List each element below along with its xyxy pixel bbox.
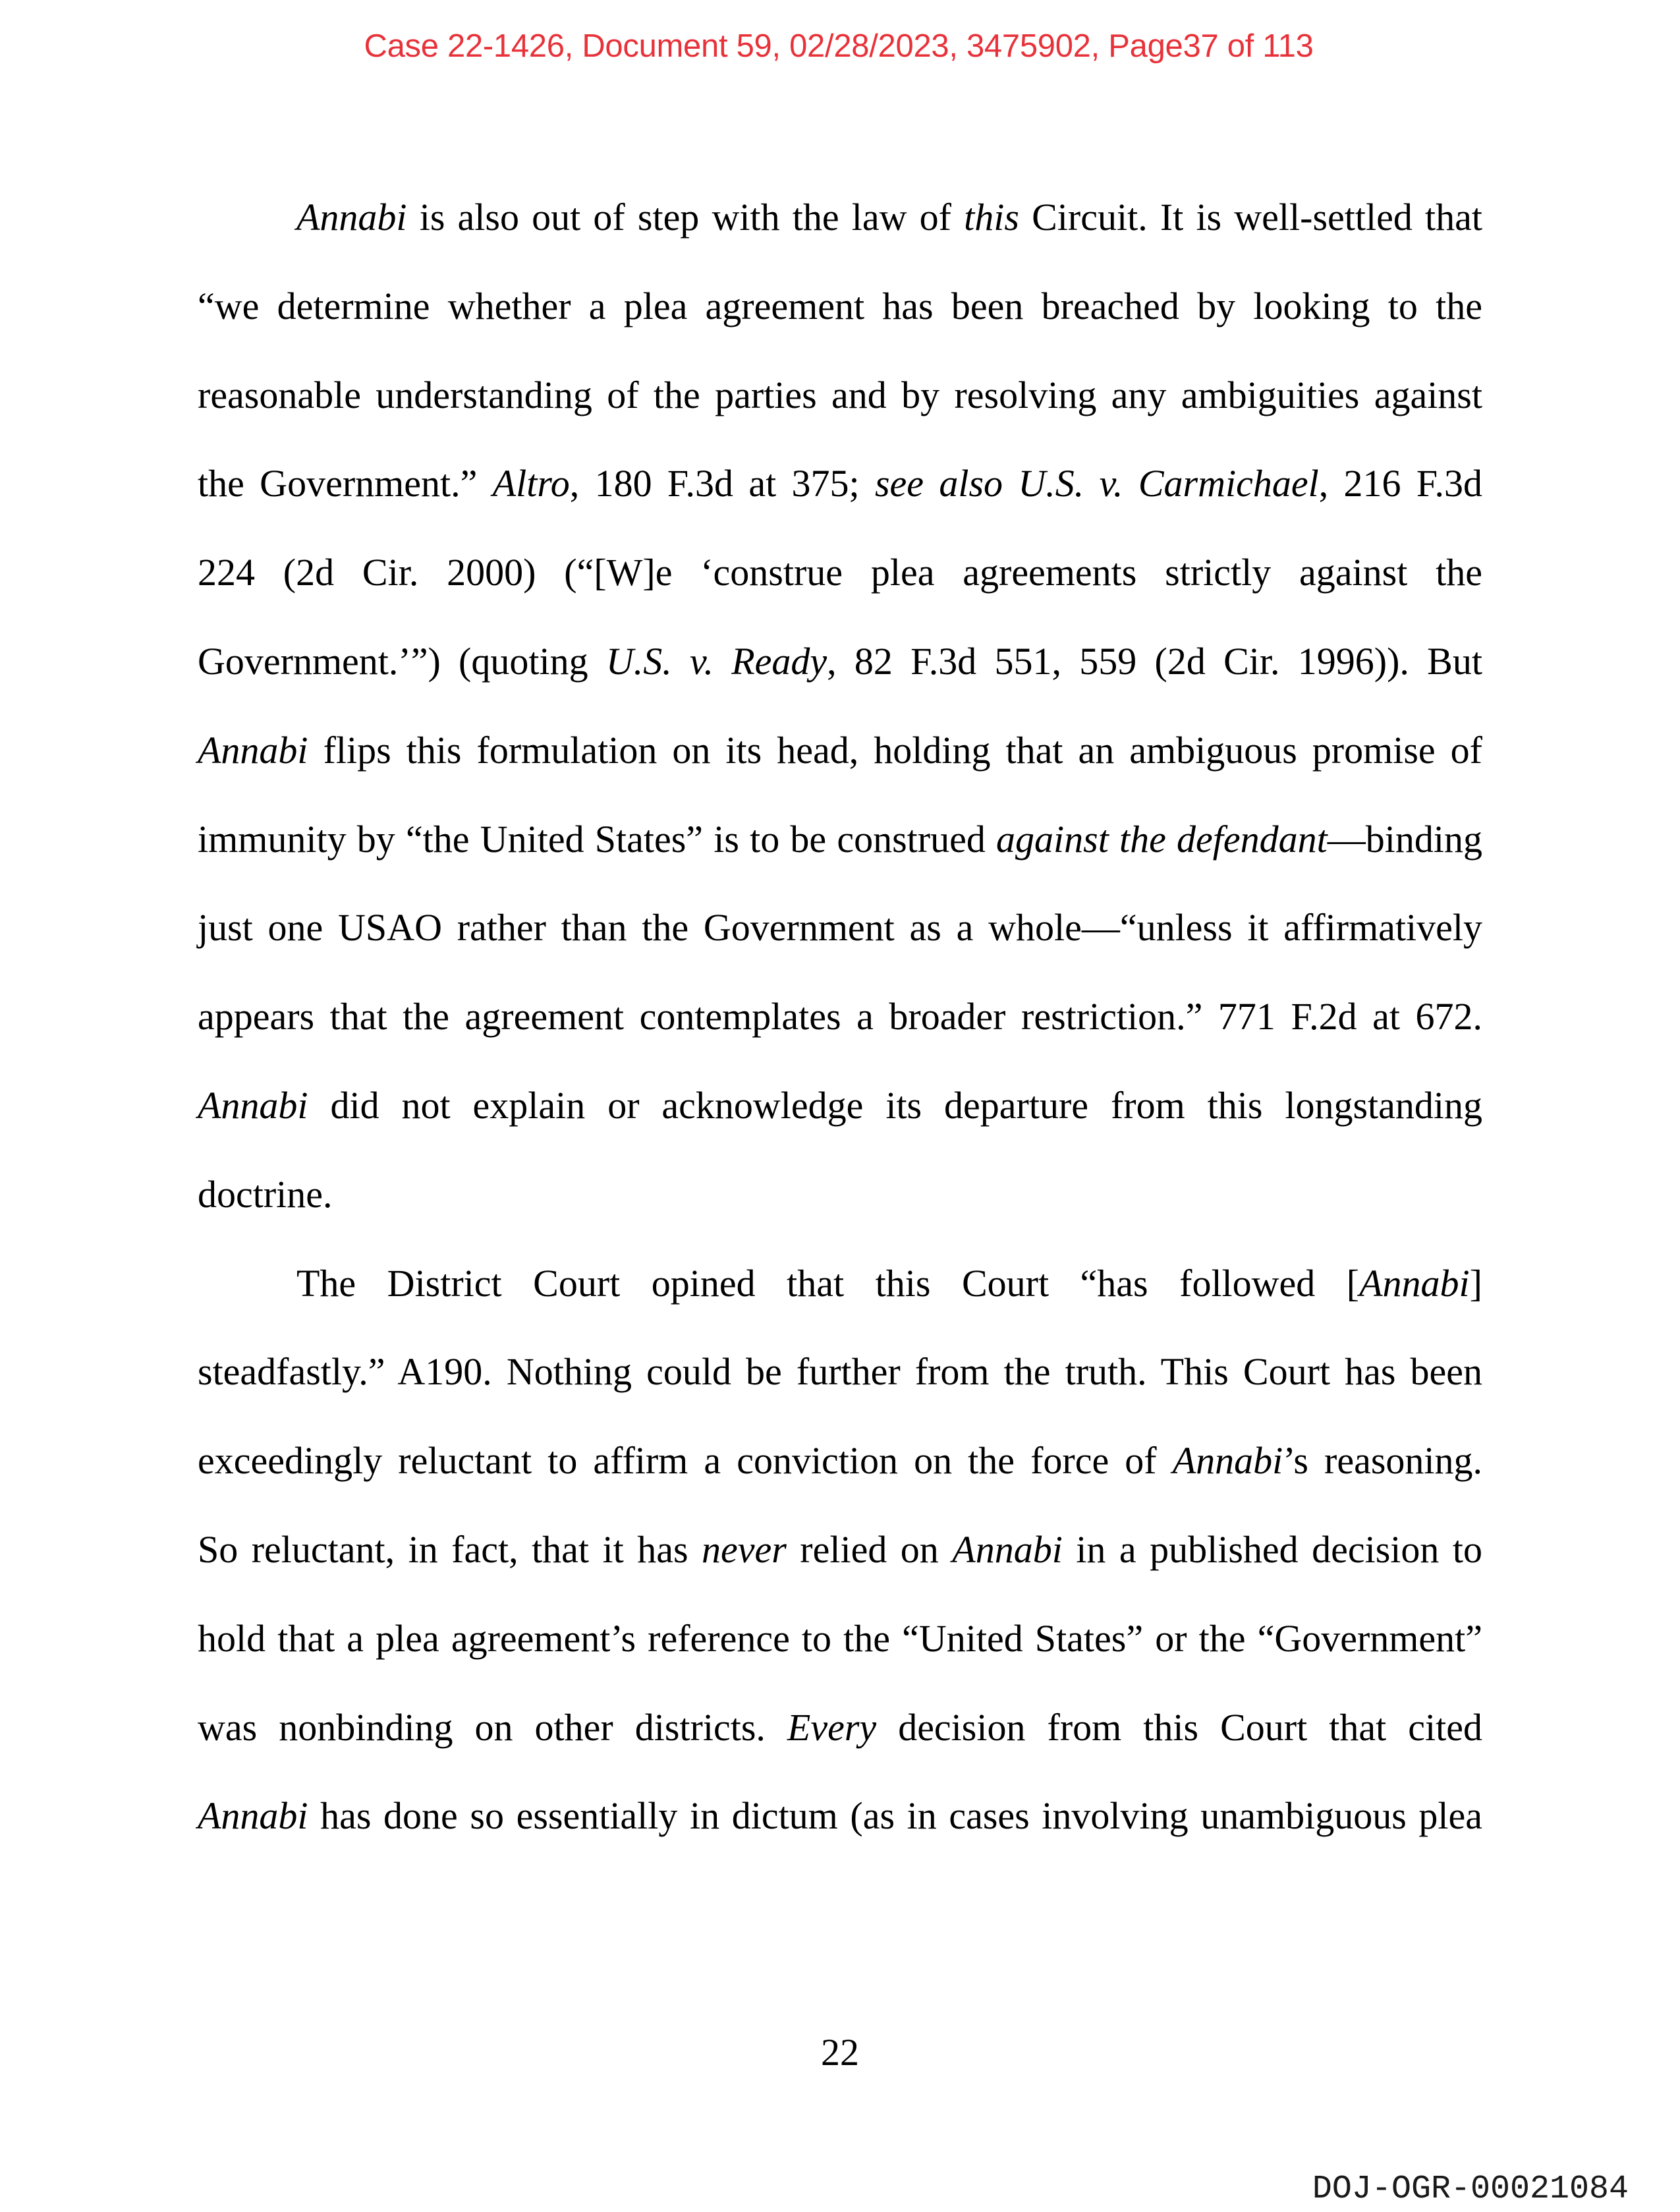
italic-text-segment: Annabi	[296, 196, 407, 239]
text-segment: immunity by “the United States” is to be construed	[198, 817, 997, 861]
text-segment: steadfastly.” A190. Nothing could be further from the truth. This Court has been	[198, 1350, 1482, 1394]
text-line	[198, 1150, 1482, 1239]
page-number: 22	[821, 2031, 859, 2074]
text-segment: just one USAO rather than the Government as a whole—“unless it affirmatively	[198, 906, 1482, 950]
italic-text-segment: Altro	[492, 462, 570, 505]
text-segment: hold that a plea agreement’s reference to the “United States” or the “Government”	[198, 1616, 1482, 1660]
text-line	[198, 973, 1482, 1062]
text-segment: decision from this Court that cited	[876, 1705, 1482, 1749]
text-segment: appears that the agreement contemplates a broader restriction.” 771 F.2d at 672.	[198, 995, 1482, 1038]
text-line	[198, 1506, 1482, 1595]
text-segment: So reluctant, in fact, that it has	[198, 1527, 702, 1571]
text-line	[198, 706, 1482, 795]
text-line	[198, 1062, 1482, 1150]
text-segment: , 216 F.3d	[1318, 462, 1482, 505]
italic-text-segment: Annabi	[1172, 1439, 1283, 1483]
text-segment: has done so essentially in dictum (as in cases involving unambiguous plea	[308, 1794, 1482, 1838]
text-segment: ’s reasoning.	[1283, 1439, 1482, 1483]
text-segment: The District Court opined that this Court “has followed [	[296, 1261, 1360, 1305]
italic-text-segment: this	[964, 196, 1019, 239]
text-segment: relied on	[786, 1527, 953, 1571]
text-segment: did not explain or acknowledge its departure from this longstanding	[308, 1083, 1482, 1127]
text-segment: is also out of step with the law of	[406, 196, 965, 239]
text-segment: in a published decision to	[1062, 1527, 1482, 1571]
italic-text-segment: U.S. v. Ready	[605, 639, 827, 683]
text-segment: was nonbinding on other districts.	[198, 1705, 787, 1749]
italic-text-segment: Annabi	[952, 1527, 1063, 1571]
text-line	[198, 528, 1482, 617]
text-segment: exceedingly reluctant to affirm a conviction on the force of	[198, 1439, 1173, 1483]
text-segment: doctrine.	[198, 1172, 333, 1216]
italic-text-segment: Annabi	[198, 1083, 308, 1127]
text-segment: , 180 F.3d at 375;	[569, 462, 875, 505]
text-line	[198, 617, 1482, 706]
text-segment: Government.’”) (quoting	[198, 639, 606, 683]
italic-text-segment: Annabi	[198, 728, 308, 772]
text-segment: —binding	[1327, 817, 1482, 861]
italic-text-segment: never	[702, 1527, 787, 1571]
italic-text-segment: against the defendant	[996, 817, 1328, 861]
text-segment: ]	[1469, 1261, 1482, 1305]
bates-number: DOJ-OGR-00021084	[1312, 2170, 1629, 2208]
text-line	[198, 795, 1482, 884]
text-line	[198, 1772, 1482, 1861]
text-line	[198, 173, 1482, 262]
brief-body-text	[198, 173, 1482, 1861]
text-segment: Circuit. It is well-settled that	[1019, 196, 1482, 239]
italic-text-segment: Annabi	[198, 1794, 308, 1838]
text-segment: , 82 F.3d 551, 559 (2d Cir. 1996)). But	[827, 639, 1482, 683]
text-segment: reasonable understanding of the parties and by resolving any ambiguities against	[198, 373, 1482, 416]
case-header-stamp: Case 22-1426, Document 59, 02/28/2023, 3475902, Page37 of 113	[364, 28, 1314, 64]
text-segment: flips this formulation on its head, holding that an ambiguous promise of	[308, 728, 1482, 772]
text-line	[198, 1239, 1482, 1328]
text-line	[198, 440, 1482, 528]
text-line	[198, 1417, 1482, 1506]
text-line	[198, 351, 1482, 440]
text-line	[198, 884, 1482, 973]
text-line	[198, 1595, 1482, 1684]
italic-text-segment: Annabi	[1359, 1261, 1470, 1305]
text-line	[198, 1684, 1482, 1772]
text-line	[198, 262, 1482, 351]
italic-text-segment: see also U.S. v. Carmichael	[874, 462, 1319, 505]
text-line	[198, 1328, 1482, 1417]
text-segment: “we determine whether a plea agreement has been breached by looking to the	[198, 284, 1482, 327]
text-segment: the Government.”	[198, 462, 493, 505]
italic-text-segment: Every	[787, 1705, 877, 1749]
text-segment: 224 (2d Cir. 2000) (“[W]e ‘construe plea agreements strictly against the	[198, 551, 1482, 594]
